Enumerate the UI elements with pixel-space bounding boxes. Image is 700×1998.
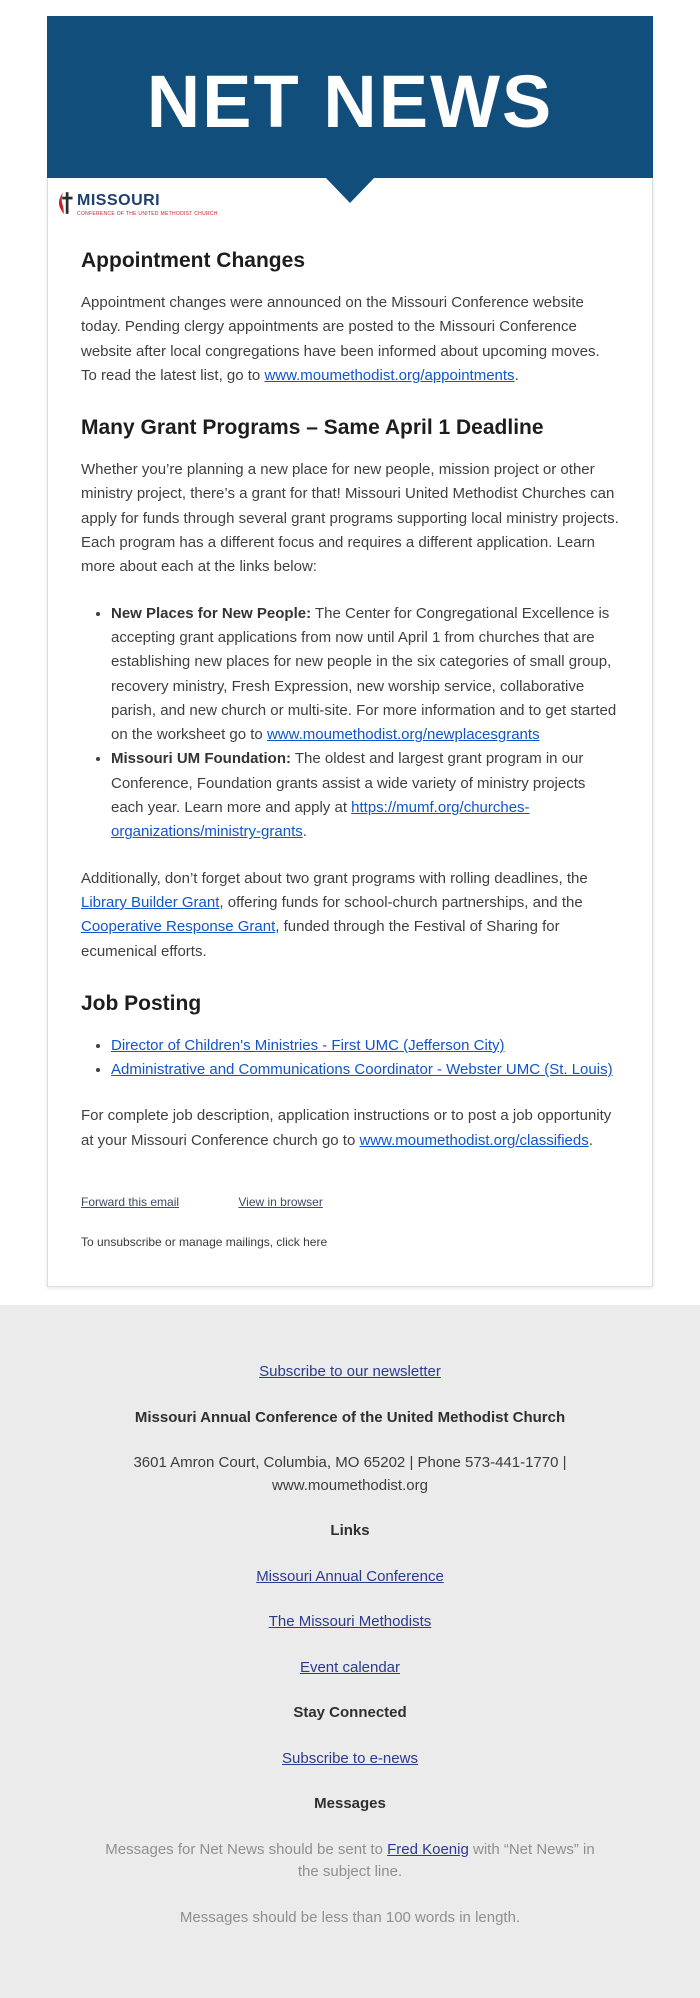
list-item — [111, 747, 619, 844]
paragraph-text: The oldest and largest grant program in our Conference, Foundation grants assist a wide variety of ministry projects each year. Learn more and apply at — [111, 750, 586, 817]
paragraph-text: . — [588, 1131, 593, 1149]
view-in-browser-link[interactable]: View in browser — [238, 1195, 323, 1210]
forward-email-link[interactable]: Forward this email — [81, 1195, 180, 1210]
footer-link-row — [100, 1748, 600, 1771]
um-foundation-grant-link[interactable]: https://mumf.org/churches-organizations/ministry-grants — [111, 799, 530, 841]
grant-name: Missouri UM Foundation: — [111, 750, 291, 768]
job-link-communications-coordinator[interactable]: Administrative and Communications Coordinator - Webster UMC (St. Louis) — [111, 1061, 613, 1079]
appointments-link[interactable]: www.moumethodist.org/appointments — [264, 366, 515, 384]
job-link-childrens-ministries[interactable]: Director of Children's Ministries - First UMC (Jefferson City) — [111, 1036, 505, 1054]
classifieds-link[interactable]: www.moumethodist.org/classifieds — [359, 1131, 589, 1149]
event-calendar-link[interactable]: Event calendar — [299, 1658, 401, 1676]
messages-length-note: Messages should be less than 100 words in length. — [179, 1908, 521, 1926]
paragraph-text: Appointment changes were announced on the Missouri Conference website today. Pending clergy appointments are posted to the Missouri Conference website after local congregations have been informed about upcoming moves. To read the latest list, go to — [81, 294, 600, 384]
job-posting-list — [81, 1034, 619, 1083]
rolling-deadlines-paragraph — [81, 867, 619, 964]
organization-address: 3601 Amron Court, Columbia, MO 65202 | Phone 573-441-1770 | www.moumethodist.org — [133, 1454, 567, 1494]
paragraph-text: Messages for Net News should be sent to — [105, 1840, 388, 1858]
content-card — [47, 178, 653, 1287]
stay-connected-heading: Stay Connected — [293, 1704, 407, 1722]
footer-link-row — [100, 1566, 600, 1589]
cross-and-flame-icon — [55, 190, 73, 221]
email-actions-row — [81, 1195, 619, 1209]
unsubscribe-text[interactable]: To unsubscribe or manage mailings, click here — [81, 1235, 328, 1250]
paragraph-text: , funded through the Festival of Sharing for ecumenical efforts. — [81, 918, 560, 960]
banner-tail — [325, 177, 375, 203]
paragraph-text: Additionally, don’t forget about two grant programs with rolling deadlines, the — [81, 869, 588, 887]
logo-text — [77, 190, 218, 217]
footer-link-row — [100, 1611, 600, 1634]
subscribe-newsletter-row — [100, 1361, 600, 1384]
paragraph-text: . — [514, 366, 519, 384]
job-posting-heading: Job Posting — [81, 991, 202, 1015]
newsletter-footer — [0, 1305, 700, 1998]
grant-name: New Places for New People: — [111, 604, 312, 622]
new-places-grant-link[interactable]: www.moumethodist.org/newplacesgrants — [266, 726, 540, 744]
grant-programs-heading: Many Grant Programs – Same April 1 Deadline — [81, 416, 544, 440]
list-item — [111, 1058, 619, 1082]
fred-koenig-link[interactable]: Fred Koenig — [387, 1840, 469, 1858]
newsletter-title: NET NEWS — [146, 60, 554, 143]
paragraph-text: , offering funds for school-church partnerships, and the — [219, 893, 583, 911]
logo-tagline: CONFERENCE OF THE UNITED METHODIST CHURCH — [77, 210, 218, 217]
appointment-changes-paragraph — [81, 291, 619, 388]
footer-link-row — [100, 1657, 600, 1680]
annual-conference-link[interactable]: Missouri Annual Conference — [256, 1567, 444, 1585]
cooperative-response-grant-link[interactable]: Cooperative Response Grant — [81, 918, 276, 936]
grant-programs-intro: Whether you’re planning a new place for new people, mission project or other ministry project, there’s a grant for that! Missouri United Methodist Churches can apply for funds through several grant programs supporting local ministry projects. Each program has a different focus and requires a different application. Learn more about each at the links below: — [81, 461, 619, 576]
grant-programs-list — [81, 602, 619, 845]
library-builder-grant-link[interactable]: Library Builder Grant — [81, 893, 220, 911]
list-item — [111, 1034, 619, 1058]
messages-instructions — [100, 1839, 600, 1884]
organization-name: Missouri Annual Conference of the United Methodist Church — [134, 1408, 566, 1426]
subscribe-enews-link[interactable]: Subscribe to e-news — [282, 1749, 418, 1767]
job-posting-closing-paragraph — [81, 1104, 619, 1153]
links-heading: Links — [330, 1522, 370, 1540]
newsletter-content — [48, 249, 652, 1252]
logo-name: MISSOURI — [77, 192, 161, 209]
list-item — [111, 602, 619, 748]
paragraph-text: . — [302, 823, 307, 841]
messages-heading: Messages — [314, 1795, 386, 1813]
paragraph-text: For complete job description, application instructions or to post a job opportunity at your Missouri Conference church go to — [81, 1107, 612, 1149]
subscribe-newsletter-link[interactable]: Subscribe to our newsletter — [259, 1363, 441, 1381]
paragraph-text: The Center for Congregational Excellence is accepting grant applications from now until April 1 from churches that are establishing new places for new people in the six categories of small group, recovery ministry, Fresh Expression, new worship service, collaborative parish, and new church or multi-site. For more information and to get started on the worksheet go to — [111, 604, 617, 744]
missouri-methodists-link[interactable]: The Missouri Methodists — [268, 1613, 432, 1631]
appointment-changes-heading: Appointment Changes — [81, 249, 305, 272]
paragraph-text: with “Net News” in the subject line. — [297, 1840, 595, 1881]
banner — [47, 16, 653, 178]
